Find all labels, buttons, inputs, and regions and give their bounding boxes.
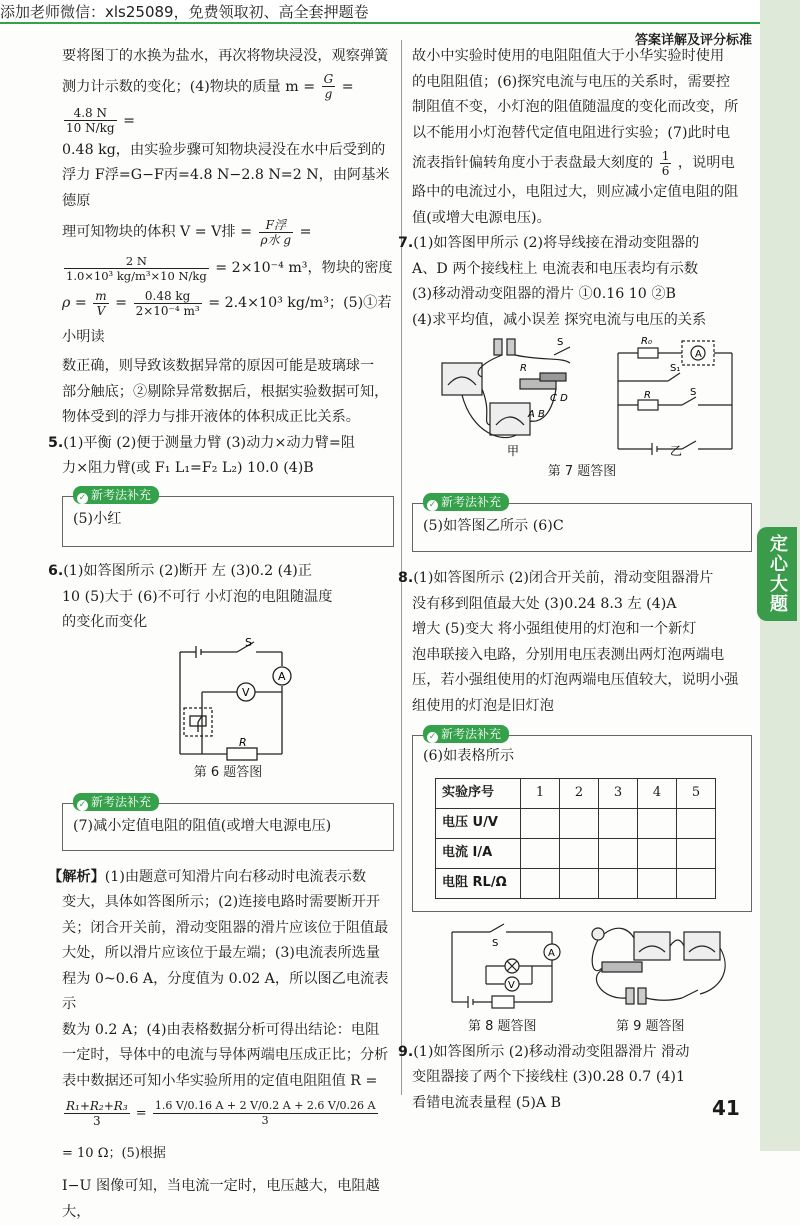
question-number: 8. bbox=[398, 570, 414, 586]
table-header: 1 bbox=[521, 778, 560, 808]
caption-row bbox=[412, 1014, 752, 1036]
text-line: I−U 图像可知，当电流一定时，电压越大，电阻越大， bbox=[62, 1178, 380, 1220]
ammeter-label: A bbox=[695, 349, 702, 360]
question-number: 7. bbox=[398, 235, 414, 251]
fraction: $\frac{\text{F浮}}{\text{ρ水 g}}$ bbox=[260, 217, 292, 247]
q5-supplement-box bbox=[62, 487, 394, 548]
q6-supplement-box bbox=[62, 795, 394, 851]
rheostat-label: R bbox=[520, 363, 527, 374]
text-line: 故小中实验时使用的电阻阻值大于小华实验时使用 bbox=[412, 48, 725, 64]
table-header: 实验序号 bbox=[436, 778, 521, 808]
supplement-tag: ✓ 新考法补充 bbox=[73, 486, 159, 504]
text-line: 泡串联接入电路，分别用电压表测出两灯泡两端电 bbox=[412, 646, 725, 663]
fraction: $\frac{m}{V}$ bbox=[95, 288, 107, 318]
text-line: 值(或增大电源电压)。 bbox=[412, 209, 551, 226]
text-line: 表中数据还可知小华实验所用的定值电阻阻值 R = bbox=[62, 1072, 378, 1089]
fraction: $\frac{4.8 N}{10 N/kg}$ bbox=[66, 106, 115, 135]
text-line: 大处，所以滑片应该位于最左端；(3)电流表所选量 bbox=[62, 945, 381, 961]
text-line: 制阻值不变，小灯泡的阻值随温度的变化而改变，所 bbox=[412, 99, 739, 115]
question-number: 6. bbox=[48, 563, 64, 579]
text-line: 要将图丁的水换为盐水，再次将物块浸没，观察弹簧 bbox=[62, 48, 389, 64]
resistor-label: R bbox=[239, 735, 247, 749]
question-number: 5. bbox=[48, 434, 64, 451]
text-line: 的电阻阻值；(6)探究电流与电压的关系时，需要控 bbox=[412, 73, 731, 90]
page-number: 41 bbox=[712, 1096, 740, 1120]
text-line: 组使用的灯泡是旧灯泡 bbox=[412, 697, 554, 714]
text-line: 力×阻力臂(或 F₁ L₁=F₂ L₂) 10.0 (4)B bbox=[62, 460, 314, 476]
voltmeter-label: V bbox=[242, 685, 250, 699]
row-label: 电阻 RL/Ω bbox=[436, 868, 521, 898]
volume-formula-line: 理可知物块的体积 V = V排 = $\frac{\text{F浮}}{\text{ρ水 g}}$ = bbox=[62, 217, 312, 247]
table-row bbox=[436, 808, 716, 838]
fraction: $\frac{1.6 V/0.16 A + 2 V/0.2 A + 2.6 V/0.26 A}{3}$ bbox=[154, 1099, 376, 1127]
supplement-text: (5)小红 bbox=[73, 510, 122, 527]
side-tab[interactable]: 定心大题 bbox=[757, 527, 797, 621]
ammeter-label: A bbox=[548, 947, 555, 959]
text-line: 看错电流表量程 (5)A B bbox=[412, 1094, 562, 1111]
text-line: 物体受到的浮力与排开液体的体积成正比关系。 bbox=[62, 409, 360, 425]
q8-supplement-box bbox=[412, 727, 752, 912]
table-row bbox=[436, 868, 716, 898]
fraction: $\frac{2 N}{\text{1.0×10³ kg/m³×10 N/kg}}$ bbox=[66, 253, 207, 283]
check-icon: ✓ bbox=[78, 492, 87, 503]
volume-value-line: $\frac{2 N}{\text{1.0×10³ kg/m³×10 N/kg}}$ = 2×10⁻⁴ m³，物块的密度 bbox=[66, 253, 393, 283]
text-line: 变大，具体如答图所示；(2)连接电路时需要断开开 bbox=[62, 894, 381, 910]
text-line: 一定时，导体中的电流与导体两端电压成正比；分析 bbox=[62, 1047, 389, 1063]
r0-label: R₀ bbox=[641, 336, 652, 347]
switch-label: S bbox=[690, 387, 697, 398]
text-line: 路中的电流过小，电阻过大，则应减小定值电阻的阻 bbox=[412, 184, 739, 200]
fraction-line: 流表指针偏转角度小于表盘最大刻度的 $\frac{1}{6}$ ，说明电 bbox=[412, 148, 735, 178]
text-line: 浮力 F浮=G−F丙=4.8 N−2.8 N=2 N，由阿基米德原 bbox=[62, 167, 390, 209]
table-header: 2 bbox=[560, 778, 599, 808]
text-line: A、D 两个接线柱上 电流表和电压表均有示数 bbox=[412, 260, 699, 277]
text-line: 没有移到阻值最大处 (3)0.24 8.3 左 (4)A bbox=[412, 595, 677, 612]
table-row bbox=[436, 838, 716, 868]
mass-formula-line: 测力计示数的变化；(4)物块的质量 m = $\frac{G}{g}$ = $\frac{4.8 N}{10 N/kg}$ = bbox=[62, 72, 354, 135]
q9-caption: 第 9 题答图 bbox=[616, 1018, 685, 1034]
left-column bbox=[48, 44, 394, 1225]
figure-label-jia: 甲 bbox=[507, 444, 520, 458]
text-line: 数正确，则导致该数据异常的原因可能是玻璃球一 bbox=[62, 358, 375, 374]
resistance-formula-line: $\frac{\text{R₁+R₂+R₃}}{3}$ = $\frac{1.6 V/0.16 A + 2 V/0.2 A + 2.6 V/0.26 A}{3}$ = 10 Ω；(5)根据 bbox=[62, 1099, 376, 1161]
ammeter-label: A bbox=[278, 669, 286, 683]
table-header: 4 bbox=[638, 778, 677, 808]
q6-caption: 第 6 题答图 bbox=[193, 764, 263, 780]
check-icon: ✓ bbox=[428, 499, 437, 510]
q8-caption: 第 8 题答图 bbox=[468, 1018, 537, 1034]
q6-circuit-diagram bbox=[62, 636, 394, 764]
supplement-text: (5)如答图乙所示 (6)C bbox=[423, 517, 564, 534]
supplement-tag: ✓ 新考法补充 bbox=[423, 725, 509, 743]
voltmeter-label: V bbox=[508, 979, 515, 991]
q7-schematic bbox=[618, 341, 732, 455]
switch-label: S bbox=[557, 337, 564, 348]
text-line: 部分触底；②剔除异常数据后，根据实验数据可知， bbox=[62, 383, 389, 400]
text-line: 关；闭合开关前，滑动变阻器的滑片应该位于阻值最 bbox=[62, 919, 389, 936]
text-line: 0.48 kg，由实验步骤可知物块浸没在水中后受到的 bbox=[62, 141, 386, 158]
analysis-line: 【解析】(1)由题意可知滑片向右移动时电流表示数 bbox=[48, 868, 367, 885]
terminal-label: C D bbox=[550, 393, 568, 404]
q8-circuit bbox=[452, 924, 560, 1008]
supplement-text: (7)减小定值电阻的阻值(或增大电源电压) bbox=[73, 818, 332, 834]
text-line: 程为 0~0.6 A，分度值为 0.02 A，所以图乙电流表示 bbox=[62, 970, 389, 1012]
figure-label-yi: 乙 bbox=[670, 444, 683, 458]
text-line: 压，若小强组使用的灯泡两端电压值较大，说明小强 bbox=[412, 672, 739, 688]
q7-line: 7.(1)如答图甲所示 (2)将导线接在滑动变阻器的 bbox=[398, 235, 700, 251]
text-line: 10 (5)大于 (6)不可行 小灯泡的电阻随温度 bbox=[62, 588, 333, 605]
fraction: $\frac{1}{6}$ bbox=[661, 148, 670, 178]
q9-line: 9.(1)如答图所示 (2)移动滑动变阻器滑片 滑动 bbox=[398, 1043, 690, 1060]
text-line: (3)移动滑动变阻器的滑片 ①0.16 10 ②B bbox=[412, 286, 676, 302]
check-icon: ✓ bbox=[78, 800, 87, 810]
supplement-text: (6)如表格所示 bbox=[423, 748, 515, 764]
text-line: 的变化而变化 bbox=[62, 614, 148, 630]
row-label: 电流 I/A bbox=[436, 838, 521, 868]
q9-physical-circuit bbox=[592, 928, 725, 1004]
q7-supplement-box bbox=[412, 494, 752, 553]
fraction: $\frac{\text{R₁+R₂+R₃}}{3}$ bbox=[66, 1099, 128, 1128]
q8-q9-diagrams bbox=[412, 918, 752, 1018]
q7-physical-circuit bbox=[442, 339, 570, 438]
supplement-tag: ✓ 新考法补充 bbox=[73, 793, 159, 811]
table-row bbox=[436, 778, 716, 808]
q7-diagrams bbox=[412, 333, 752, 463]
q8-line: 8.(1)如答图所示 (2)闭合开关前，滑动变阻器滑片 bbox=[398, 570, 714, 586]
page-header-title: 答案详解及评分标准 bbox=[634, 33, 752, 48]
text-line: (4)求平均值，减小误差 探究电流与电压的关系 bbox=[412, 311, 707, 328]
row-label: 电压 U/V bbox=[436, 808, 521, 838]
text-line: 数为 0.2 A；(4)由表格数据分析可得出结论：电阻 bbox=[62, 1021, 380, 1038]
text-line: 变阻器接了两个下接线柱 (3)0.28 0.7 (4)1 bbox=[412, 1069, 685, 1085]
fraction: $\frac{0.48 kg}{\text{2×10⁻⁴ m³}}$ bbox=[135, 288, 200, 318]
resistor-label: R bbox=[644, 390, 651, 401]
right-column bbox=[398, 44, 752, 1116]
s1-label: S₁ bbox=[670, 363, 681, 374]
q7-caption: 第 7 题答图 bbox=[547, 464, 617, 479]
switch-label: S bbox=[245, 635, 252, 649]
table-header: 3 bbox=[599, 778, 638, 808]
experiment-table bbox=[435, 778, 716, 899]
supplement-tag: ✓ 新考法补充 bbox=[423, 493, 509, 511]
terminal-label: A B bbox=[528, 409, 545, 420]
q6-line: 6.(1)如答图所示 (2)断开 左 (3)0.2 (4)正 bbox=[48, 563, 312, 579]
text-line: 增大 (5)变大 将小强组使用的灯泡和一个新灯 bbox=[412, 621, 697, 637]
check-icon: ✓ bbox=[428, 732, 437, 742]
switch-label: S bbox=[492, 937, 499, 949]
text-line: 以不能用小灯泡替代定值电阻进行实验；(7)此时电 bbox=[412, 124, 731, 141]
question-number: 9. bbox=[398, 1043, 414, 1060]
table-header: 5 bbox=[677, 778, 716, 808]
density-formula-line: ρ = $\frac{m}{V}$ = $\frac{0.48 kg}{\text{2×10⁻⁴ m³}}$ = 2.4×10³ kg/m³；(5)①若小明读 bbox=[62, 288, 392, 345]
watermark: 添加老师微信：xls25089，免费领取初、高全套押题卷 bbox=[0, 3, 369, 21]
q5-line: 5.(1)平衡 (2)便于测量力臂 (3)动力×动力臂=阻 bbox=[48, 434, 355, 451]
fraction: $\frac{G}{g}$ bbox=[323, 72, 334, 101]
